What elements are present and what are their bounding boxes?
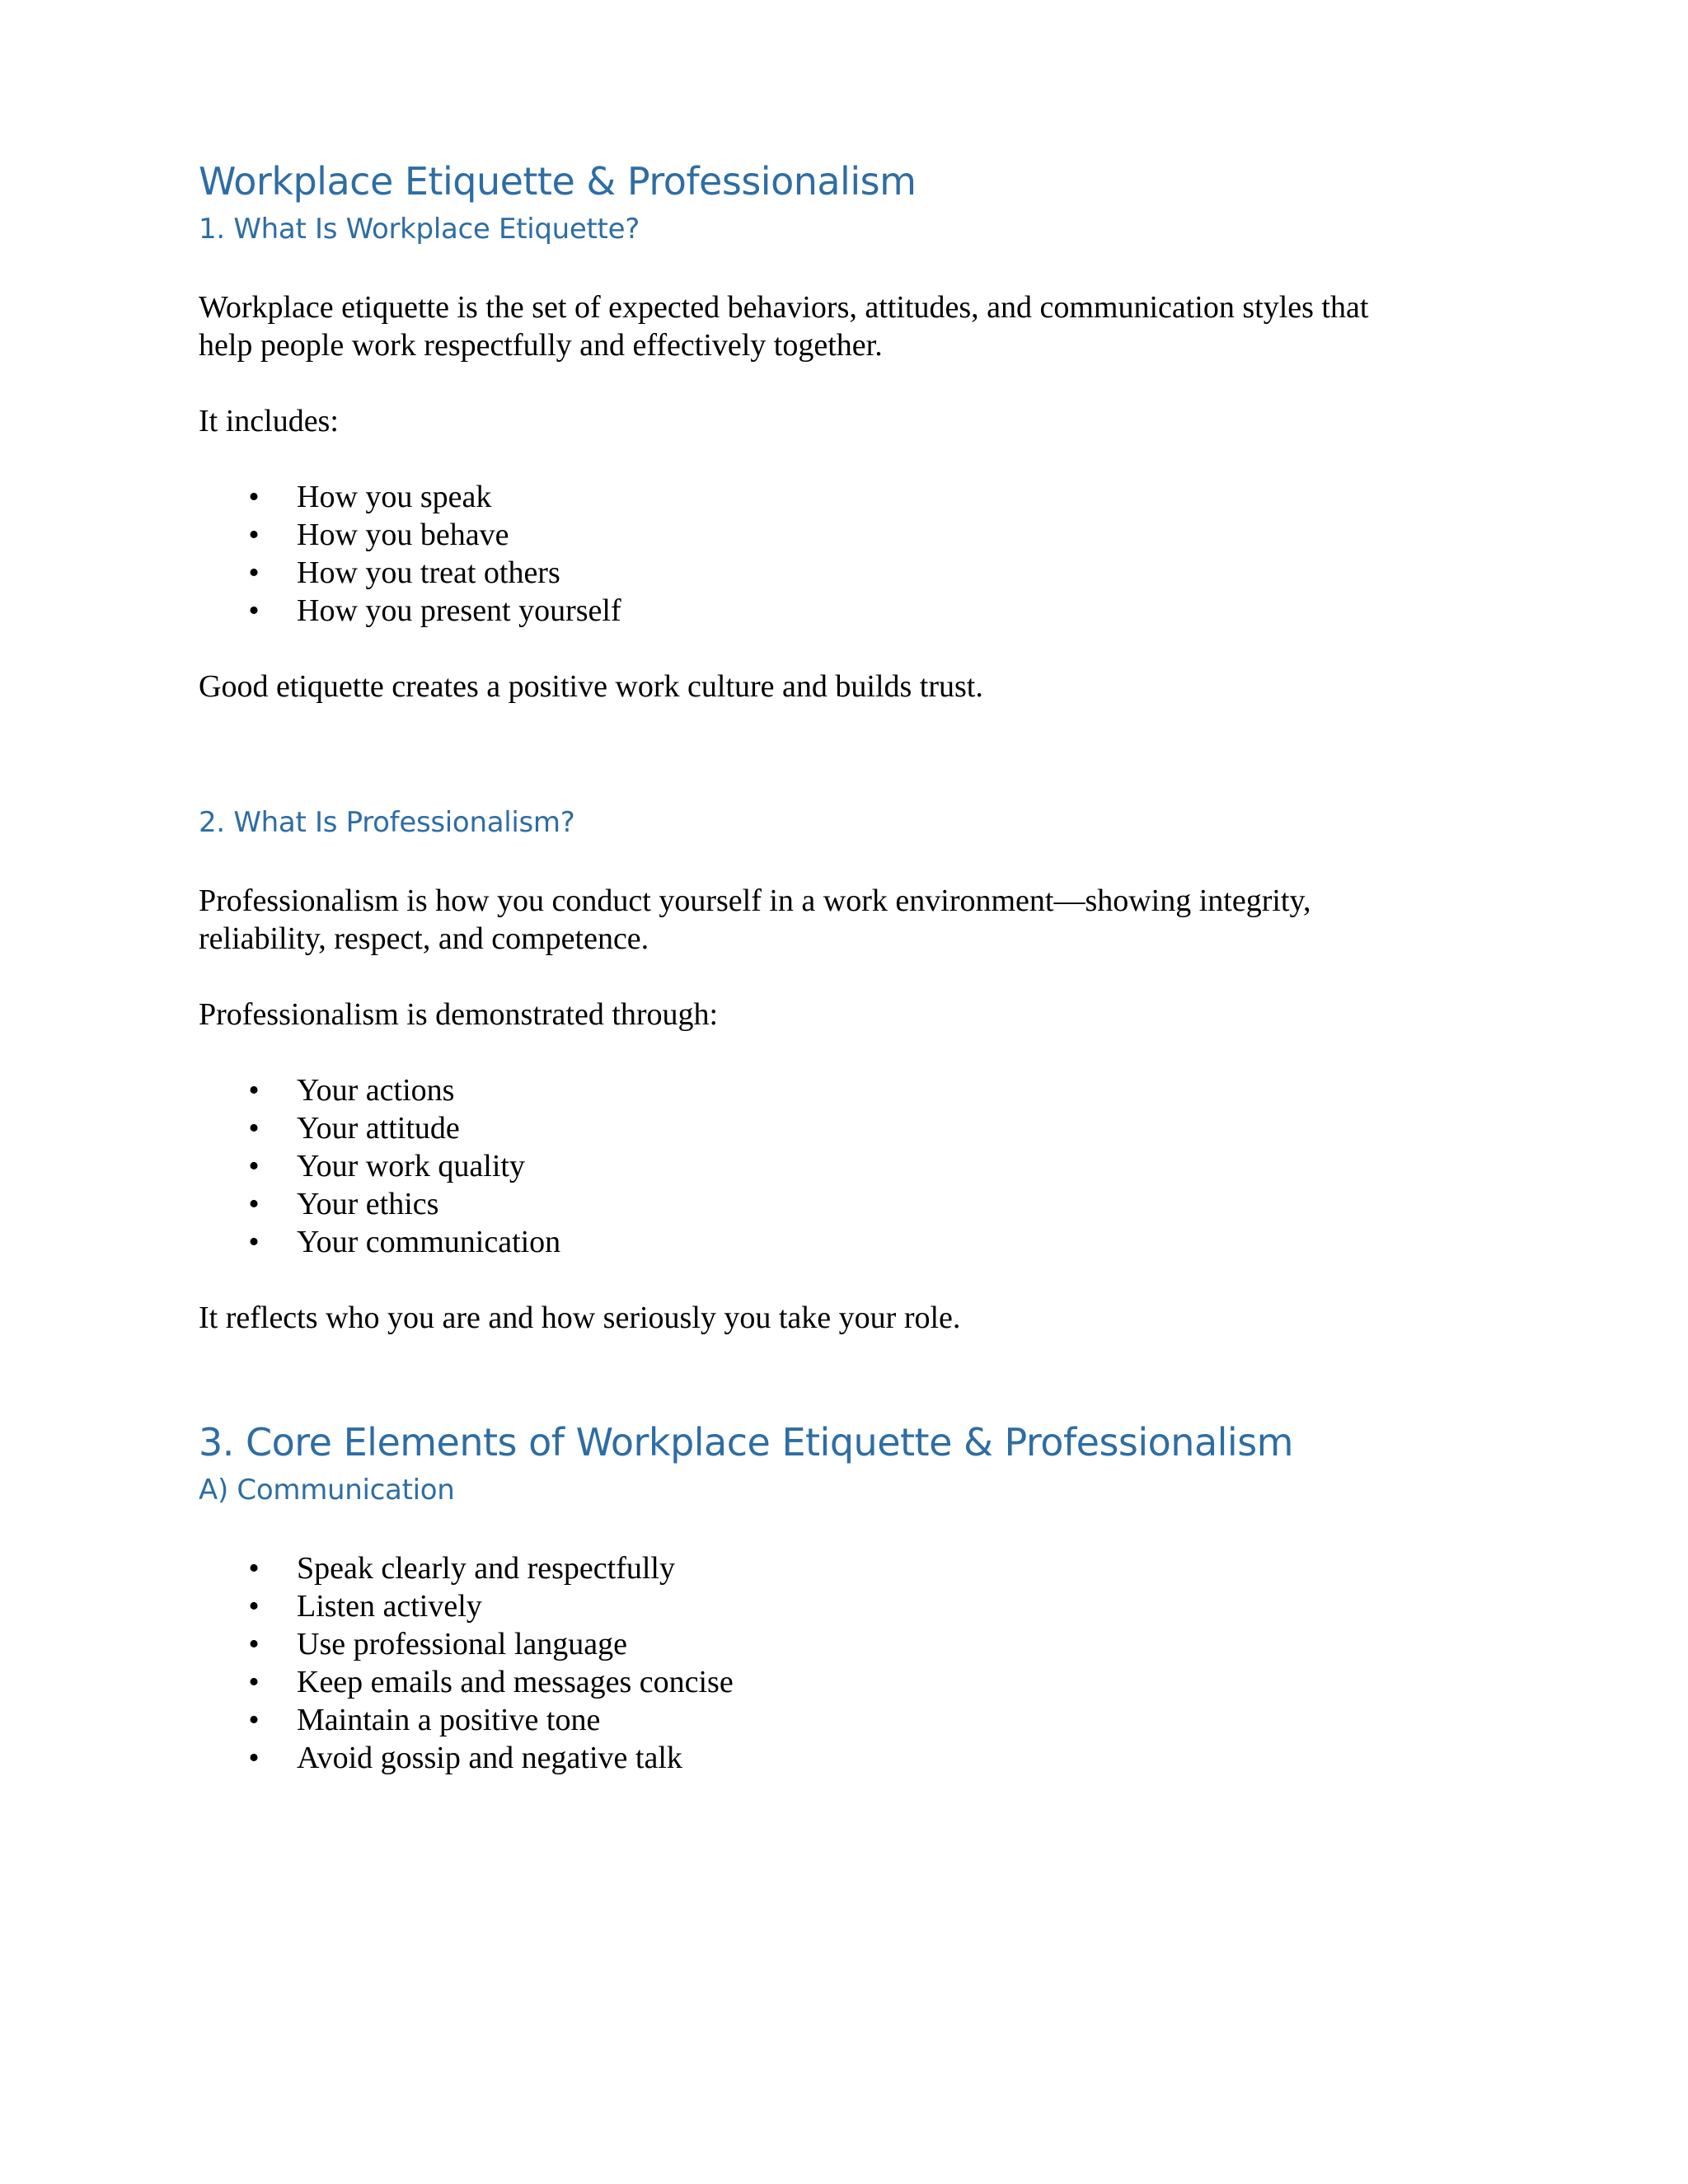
list-item <box>199 1223 1484 1261</box>
list-item-text: Listen actively <box>297 1589 482 1624</box>
list-item <box>199 1147 1484 1185</box>
bullet-icon: • <box>248 1703 260 1737</box>
section-1-heading: 1. What Is Workplace Etiquette? <box>199 213 640 246</box>
section-3-list <box>199 1549 1484 1777</box>
list-item <box>199 1185 1484 1223</box>
list-item-text: Maintain a positive tone <box>297 1703 601 1737</box>
list-item <box>199 478 1484 516</box>
bullet-icon: • <box>248 1589 260 1624</box>
section-1-list <box>199 478 1484 630</box>
bullet-icon: • <box>248 1111 260 1146</box>
bullet-icon: • <box>248 1187 260 1221</box>
list-item <box>199 1549 1484 1587</box>
list-item-text: How you treat others <box>297 555 560 590</box>
list-item-text: Avoid gossip and negative talk <box>297 1741 682 1775</box>
list-item-text: Your work quality <box>297 1149 525 1183</box>
list-item-text: How you behave <box>297 518 509 552</box>
list-item <box>199 1739 1484 1777</box>
bullet-icon: • <box>248 555 260 590</box>
list-item-text: Your attitude <box>297 1111 460 1146</box>
document-title: Workplace Etiquette & Professionalism <box>199 159 917 204</box>
bullet-icon: • <box>248 1149 260 1183</box>
bullet-icon: • <box>248 1225 260 1259</box>
section-3-subheading: A) Communication <box>199 1474 455 1507</box>
section-2-paragraph <box>199 882 1484 958</box>
bullet-icon: • <box>248 1665 260 1699</box>
list-item-text: Your ethics <box>297 1187 439 1221</box>
bullet-icon: • <box>248 1741 260 1775</box>
section-2-closing: It reflects who you are and how seriously you take your role. <box>199 1301 961 1335</box>
list-item <box>199 592 1484 630</box>
list-item <box>199 1071 1484 1109</box>
list-item-text: Keep emails and messages concise <box>297 1665 734 1699</box>
list-item-text: How you speak <box>297 480 492 514</box>
section-1-paragraph-line-1: Workplace etiquette is the set of expected behaviors, attitudes, and communication styles that <box>199 290 1369 325</box>
section-2-intro: Professionalism is demonstrated through: <box>199 997 719 1032</box>
section-1-paragraph-line-2: help people work respectfully and effectively together. <box>199 328 883 363</box>
bullet-icon: • <box>248 518 260 552</box>
list-item <box>199 554 1484 592</box>
list-item <box>199 1587 1484 1625</box>
section-2-heading: 2. What Is Professionalism? <box>199 806 575 839</box>
list-item-text: Your communication <box>297 1225 561 1259</box>
list-item-text: Your actions <box>297 1073 455 1108</box>
list-item <box>199 1701 1484 1739</box>
section-2-list <box>199 1071 1484 1261</box>
bullet-icon: • <box>248 593 260 628</box>
bullet-icon: • <box>248 1551 260 1586</box>
document-content <box>199 157 1484 1777</box>
section-1-closing: Good etiquette creates a positive work culture and builds trust. <box>199 669 983 704</box>
list-item <box>199 1109 1484 1147</box>
bullet-icon: • <box>248 1073 260 1108</box>
section-2-paragraph-line-1: Professionalism is how you conduct yourself in a work environment—showing integrity, <box>199 883 1311 918</box>
section-1-intro: It includes: <box>199 404 339 438</box>
list-item-text: How you present yourself <box>297 593 621 628</box>
section-2-paragraph-line-2: reliability, respect, and competence. <box>199 921 649 956</box>
section-1-paragraph <box>199 288 1484 364</box>
list-item-text: Speak clearly and respectfully <box>297 1551 675 1586</box>
list-item <box>199 516 1484 554</box>
list-item <box>199 1625 1484 1663</box>
section-3-heading: 3. Core Elements of Workplace Etiquette & Professionalism <box>199 1420 1293 1465</box>
list-item <box>199 1663 1484 1701</box>
bullet-icon: • <box>248 480 260 514</box>
bullet-icon: • <box>248 1627 260 1661</box>
list-item-text: Use professional language <box>297 1627 627 1661</box>
